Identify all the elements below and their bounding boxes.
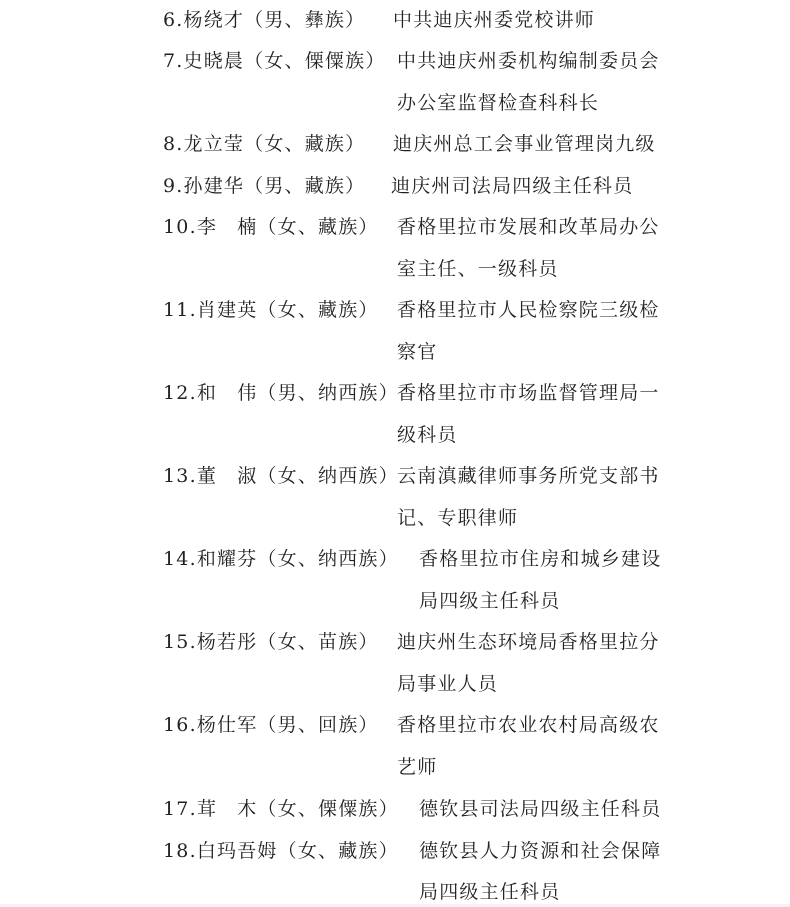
person-title-continuation: 记、专职律师 [397, 507, 519, 529]
person-title: 迪庆州生态环境局香格里拉分 [397, 631, 660, 653]
person-name: 10.李 楠（女、藏族） [163, 216, 379, 238]
person-title: 香格里拉市住房和城乡建设 [419, 548, 662, 570]
person-title-continuation: 察官 [397, 341, 438, 363]
person-name: 13.董 淑（女、纳西族） [163, 465, 399, 487]
person-title: 香格里拉市市场监督管理局一 [397, 382, 660, 404]
person-title-continuation: 局事业人员 [397, 673, 499, 695]
person-title: 香格里拉市人民检察院三级检 [397, 299, 660, 321]
person-title: 德钦县司法局四级主任科员 [419, 798, 662, 820]
person-name: 7.史晓晨（女、傈僳族） [163, 50, 386, 72]
person-title-continuation: 级科员 [397, 424, 458, 446]
person-name: 16.杨仕军（男、回族） [163, 714, 379, 736]
person-name: 18.白玛吾姆（女、藏族） [163, 840, 399, 862]
person-title: 中共迪庆州委党校讲师 [393, 9, 596, 31]
person-name: 15.杨若彤（女、苗族） [163, 631, 379, 653]
person-title: 香格里拉市发展和改革局办公 [397, 216, 660, 238]
person-name: 11.肖建英（女、藏族） [163, 299, 379, 321]
person-title: 迪庆州总工会事业管理岗九级 [393, 133, 656, 155]
person-title-continuation: 室主任、一级科员 [397, 258, 559, 280]
person-title-continuation: 局四级主任科员 [419, 590, 561, 612]
person-title-continuation: 艺师 [397, 756, 438, 778]
person-title: 云南滇藏律师事务所党支部书 [397, 465, 660, 487]
person-name: 12.和 伟（男、纳西族） [163, 382, 399, 404]
person-name: 6.杨绕才（男、彝族） [163, 9, 366, 31]
person-name: 9.孙建华（男、藏族） [163, 175, 366, 197]
person-name: 17.茸 木（女、傈僳族） [163, 798, 399, 820]
person-title-continuation: 办公室监督检查科科长 [397, 92, 600, 114]
person-title: 香格里拉市农业农村局高级农 [397, 714, 660, 736]
person-name: 8.龙立莹（女、藏族） [163, 133, 366, 155]
person-title-continuation: 局四级主任科员 [419, 881, 561, 903]
person-title: 德钦县人力资源和社会保障 [419, 840, 662, 862]
person-title: 迪庆州司法局四级主任科员 [391, 175, 634, 197]
person-name: 14.和耀芬（女、纳西族） [163, 548, 399, 570]
person-title: 中共迪庆州委机构编制委员会 [397, 50, 660, 72]
